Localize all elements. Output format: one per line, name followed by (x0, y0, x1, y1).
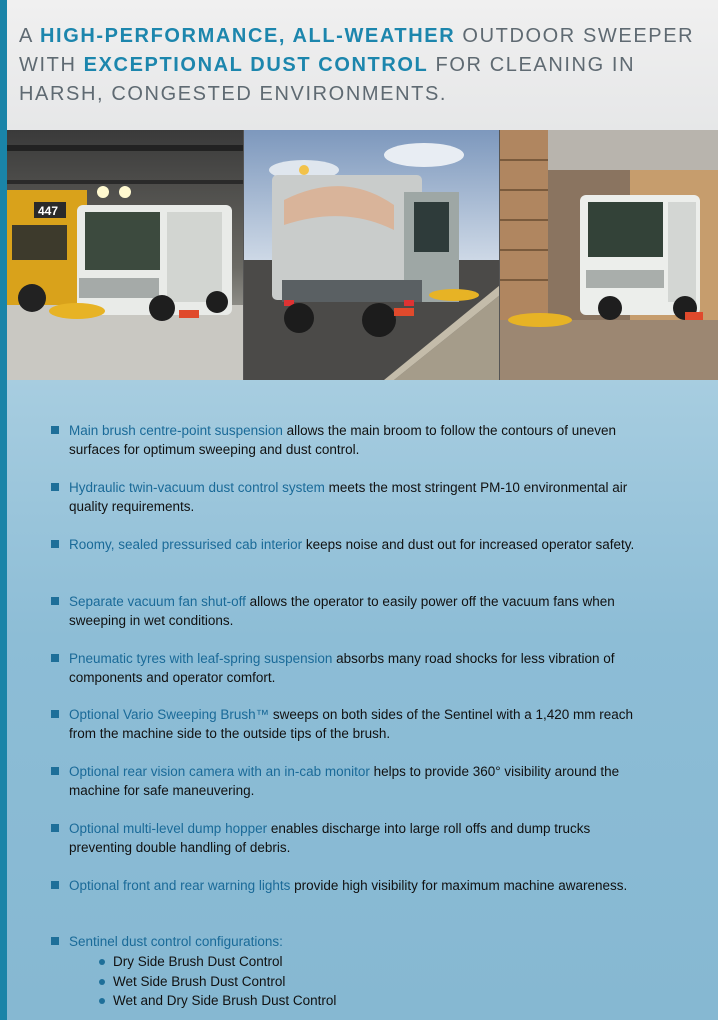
feature-item (51, 421, 651, 459)
feature-lead: Optional front and rear warning lights (69, 878, 291, 893)
headline-line-3 (19, 80, 718, 109)
square-bullet-icon (51, 767, 59, 775)
feature-item (51, 876, 651, 895)
headline-line-1 (19, 22, 718, 51)
headline-text: WITH (19, 54, 84, 76)
feature-description: helps to provide 360° visibility around the machine for safe maneuvering. (69, 764, 620, 798)
square-bullet-icon (51, 824, 59, 832)
feature-item (51, 535, 651, 554)
feature-lead: Hydraulic twin-vacuum dust control system (69, 480, 325, 495)
square-bullet-icon (51, 597, 59, 605)
square-bullet-icon (51, 710, 59, 718)
square-bullet-icon (51, 483, 59, 491)
headline-text: OUTDOOR SWEEPER (455, 25, 695, 47)
feature-lead: Main brush centre-point suspension (69, 423, 283, 438)
square-bullet-icon (51, 654, 59, 662)
feature-item (51, 819, 651, 857)
feature-description: meets the most stringent PM-10 environmental air quality requirements. (69, 480, 628, 514)
square-bullet-icon (51, 881, 59, 889)
headline-line-2 (19, 51, 718, 80)
feature-description: absorbs many road shocks for less vibration of components and operator comfort. (69, 651, 615, 685)
feature-description: allows the operator to easily power off the vacuum fans when sweeping in wet conditions. (69, 594, 615, 628)
feature-item (51, 649, 651, 687)
feature-item (51, 592, 651, 630)
photo-strip (7, 130, 718, 380)
feature-lead: Roomy, sealed pressurised cab interior (69, 537, 303, 552)
photo-sweeper-street (243, 130, 499, 380)
configurations-lead: Sentinel dust control configurations: (69, 934, 283, 949)
square-bullet-icon (51, 540, 59, 548)
square-bullet-icon (51, 937, 59, 945)
feature-lead: Optional rear vision camera with an in-cab monitor (69, 764, 370, 779)
headline-highlight: EXCEPTIONAL DUST CONTROL (83, 54, 429, 76)
feature-lead: Optional Vario Sweeping Brush™ (69, 707, 270, 722)
photo-sweeper-warehouse (7, 130, 243, 380)
feature-description: sweeps on both sides of the Sentinel with a 1,420 mm reach from the machine side to the outside tips of the brush. (69, 707, 634, 741)
headline-text: HARSH, CONGESTED ENVIRONMENTS. (19, 83, 448, 105)
feature-lead: Optional multi-level dump hopper (69, 821, 268, 836)
feature-panel (7, 380, 718, 1020)
feature-description: enables discharge into large roll offs and dump trucks preventing double handling of debris. (69, 821, 591, 855)
feature-description: keeps noise and dust out for increased operator safety. (302, 537, 635, 552)
headline-text: A (19, 25, 40, 47)
header-banner (7, 0, 718, 130)
truck-number-label: 447 (38, 204, 59, 218)
headline-highlight: HIGH-PERFORMANCE, ALL-WEATHER (40, 25, 456, 47)
feature-item (51, 705, 651, 743)
configuration-option: Wet Side Brush Dust Control (99, 972, 651, 992)
feature-lead: Pneumatic tyres with leaf-spring suspension (69, 651, 333, 666)
configuration-option: Dry Side Brush Dust Control (99, 952, 651, 972)
configurations-item (51, 932, 651, 1011)
feature-lead: Separate vacuum fan shut-off (69, 594, 246, 609)
square-bullet-icon (51, 426, 59, 434)
headline-text: FOR CLEANING IN (428, 54, 636, 76)
configurations-list (99, 952, 651, 1011)
feature-description: allows the main broom to follow the contours of uneven surfaces for optimum sweeping and dust control. (69, 423, 617, 457)
left-accent-bar (0, 0, 7, 1020)
photo-sweeper-lumberyard (499, 130, 718, 380)
configuration-option: Wet and Dry Side Brush Dust Control (99, 991, 651, 1011)
feature-item (51, 478, 651, 516)
feature-description: provide high visibility for maximum machine awareness. (290, 878, 628, 893)
feature-item (51, 762, 651, 800)
